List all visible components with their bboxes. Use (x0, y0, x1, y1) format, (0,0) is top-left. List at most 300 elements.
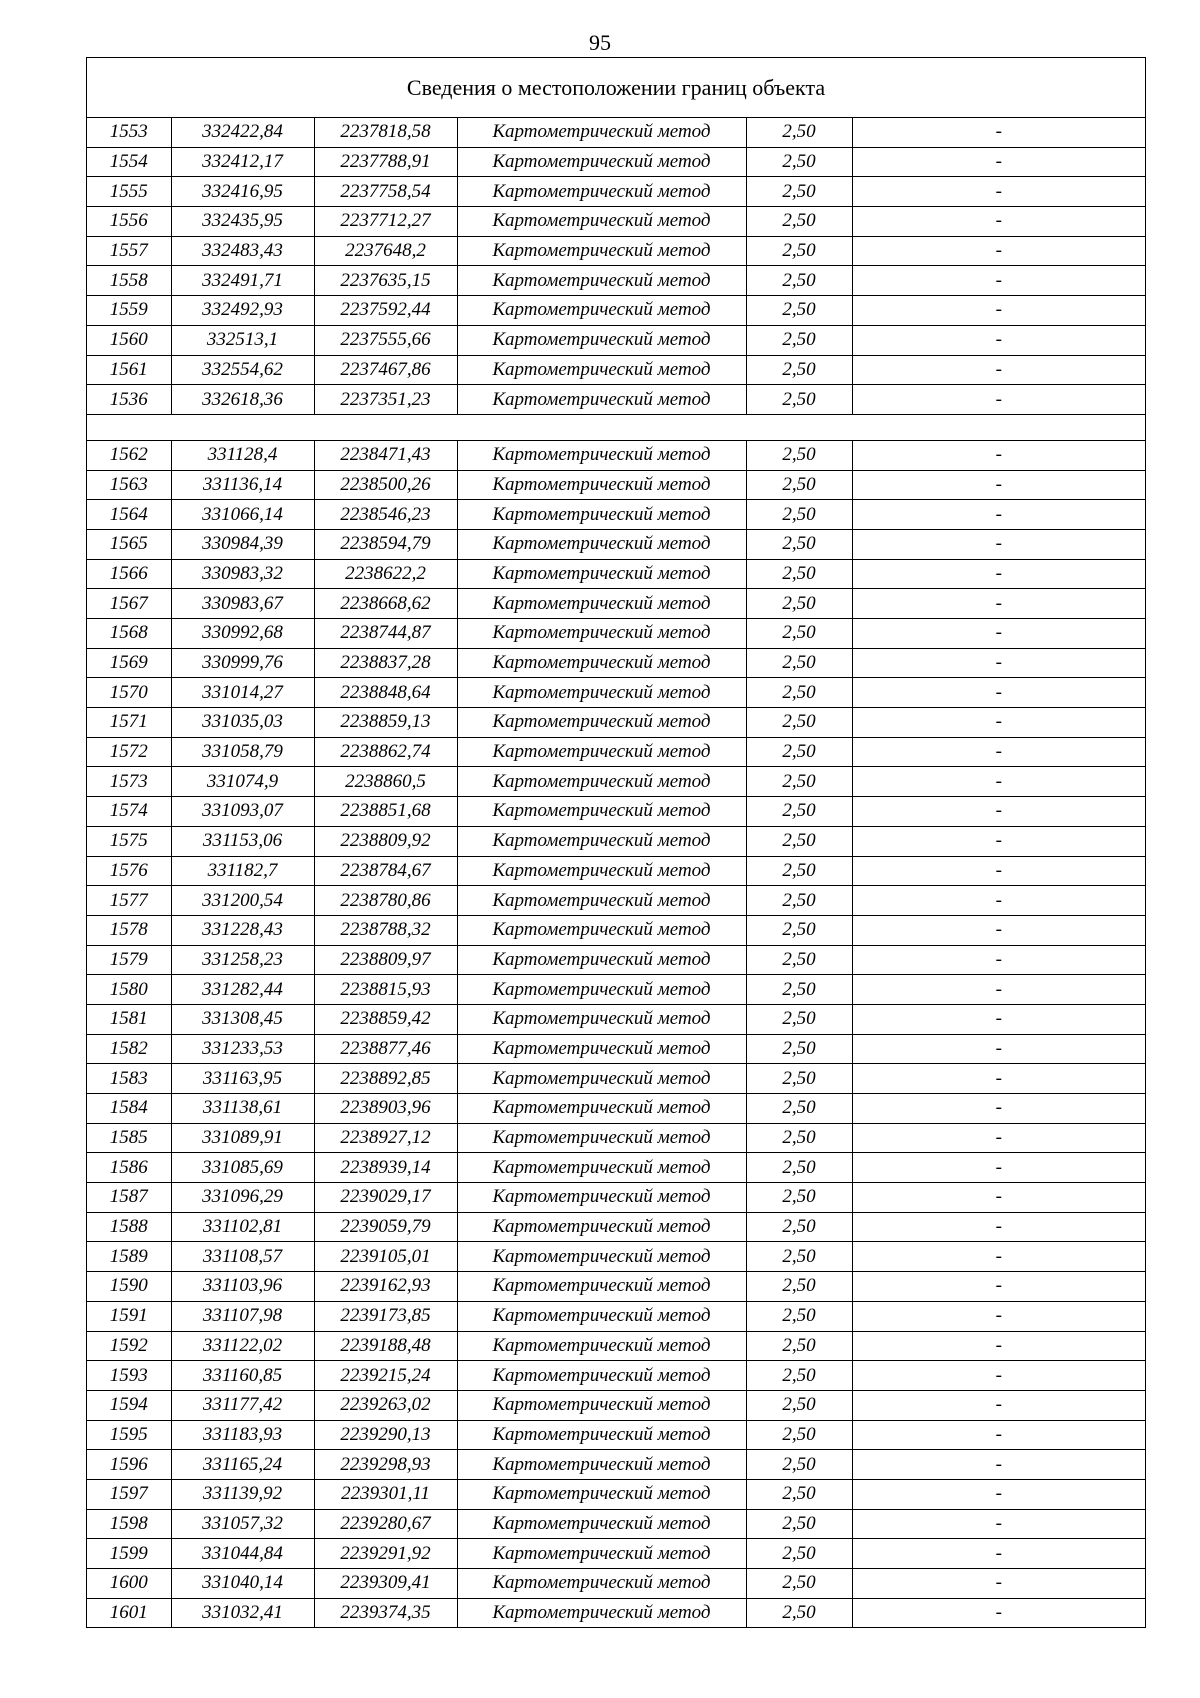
table-row (87, 147, 1145, 177)
precision-cell: 2,50 (746, 767, 852, 797)
x-coordinate-cell: 331282,44 (171, 975, 314, 1005)
table-row (87, 648, 1145, 678)
x-coordinate-cell: 331122,02 (171, 1331, 314, 1361)
table-row (87, 1509, 1145, 1539)
description-cell: - (852, 797, 1145, 827)
precision-cell: 2,50 (746, 1272, 852, 1302)
table-row (87, 915, 1145, 945)
y-coordinate-cell: 2239374,35 (314, 1598, 457, 1627)
method-cell: Картометрический метод (457, 1569, 746, 1599)
table-row (87, 1064, 1145, 1094)
table-row (87, 266, 1145, 296)
precision-cell: 2,50 (746, 1450, 852, 1480)
method-cell: Картометрический метод (457, 1479, 746, 1509)
point-number-cell: 1536 (87, 385, 171, 415)
y-coordinate-cell: 2237555,66 (314, 325, 457, 355)
description-cell: - (852, 1242, 1145, 1272)
description-cell: - (852, 737, 1145, 767)
y-coordinate-cell: 2238744,87 (314, 619, 457, 649)
x-coordinate-cell: 331153,06 (171, 826, 314, 856)
description-cell: - (852, 1034, 1145, 1064)
table-row (87, 177, 1145, 207)
y-coordinate-cell: 2237788,91 (314, 147, 457, 177)
method-cell: Картометрический метод (457, 1034, 746, 1064)
method-cell: Картометрический метод (457, 678, 746, 708)
table-row (87, 886, 1145, 916)
precision-cell: 2,50 (746, 1064, 852, 1094)
x-coordinate-cell: 330999,76 (171, 648, 314, 678)
point-number-cell: 1570 (87, 678, 171, 708)
method-cell: Картометрический метод (457, 147, 746, 177)
y-coordinate-cell: 2239309,41 (314, 1569, 457, 1599)
description-cell: - (852, 1153, 1145, 1183)
precision-cell: 2,50 (746, 1539, 852, 1569)
point-number-cell: 1564 (87, 500, 171, 530)
description-cell: - (852, 118, 1145, 147)
method-cell: Картометрический метод (457, 1420, 746, 1450)
y-coordinate-cell: 2238862,74 (314, 737, 457, 767)
point-number-cell: 1557 (87, 236, 171, 266)
description-cell: - (852, 177, 1145, 207)
point-number-cell: 1597 (87, 1479, 171, 1509)
table-row (87, 797, 1145, 827)
x-coordinate-cell: 331040,14 (171, 1569, 314, 1599)
x-coordinate-cell: 331057,32 (171, 1509, 314, 1539)
y-coordinate-cell: 2239280,67 (314, 1509, 457, 1539)
x-coordinate-cell: 331066,14 (171, 500, 314, 530)
point-number-cell: 1596 (87, 1450, 171, 1480)
table-row (87, 826, 1145, 856)
precision-cell: 2,50 (746, 619, 852, 649)
y-coordinate-cell: 2238837,28 (314, 648, 457, 678)
description-cell: - (852, 325, 1145, 355)
description-cell: - (852, 355, 1145, 385)
point-number-cell: 1576 (87, 856, 171, 886)
method-cell: Картометрический метод (457, 1390, 746, 1420)
x-coordinate-cell: 331058,79 (171, 737, 314, 767)
table-row (87, 1361, 1145, 1391)
y-coordinate-cell: 2238851,68 (314, 797, 457, 827)
point-number-cell: 1590 (87, 1272, 171, 1302)
x-coordinate-cell: 331085,69 (171, 1153, 314, 1183)
precision-cell: 2,50 (746, 915, 852, 945)
precision-cell: 2,50 (746, 1094, 852, 1124)
method-cell: Картометрический метод (457, 325, 746, 355)
method-cell: Картометрический метод (457, 266, 746, 296)
point-number-cell: 1558 (87, 266, 171, 296)
method-cell: Картометрический метод (457, 945, 746, 975)
point-number-cell: 1595 (87, 1420, 171, 1450)
method-cell: Картометрический метод (457, 1539, 746, 1569)
precision-cell: 2,50 (746, 1123, 852, 1153)
y-coordinate-cell: 2239105,01 (314, 1242, 457, 1272)
point-number-cell: 1556 (87, 207, 171, 237)
point-number-cell: 1571 (87, 708, 171, 738)
point-number-cell: 1577 (87, 886, 171, 916)
description-cell: - (852, 236, 1145, 266)
description-cell: - (852, 856, 1145, 886)
method-cell: Картометрический метод (457, 207, 746, 237)
x-coordinate-cell: 331165,24 (171, 1450, 314, 1480)
method-cell: Картометрический метод (457, 975, 746, 1005)
table-row (87, 1212, 1145, 1242)
precision-cell: 2,50 (746, 1390, 852, 1420)
x-coordinate-cell: 330983,67 (171, 589, 314, 619)
method-cell: Картометрический метод (457, 1450, 746, 1480)
x-coordinate-cell: 331308,45 (171, 1004, 314, 1034)
precision-cell: 2,50 (746, 678, 852, 708)
description-cell: - (852, 589, 1145, 619)
table-row (87, 355, 1145, 385)
table-row (87, 325, 1145, 355)
method-cell: Картометрический метод (457, 1094, 746, 1124)
precision-cell: 2,50 (746, 1479, 852, 1509)
description-cell: - (852, 826, 1145, 856)
x-coordinate-cell: 332492,93 (171, 296, 314, 326)
x-coordinate-cell: 331233,53 (171, 1034, 314, 1064)
description-cell: - (852, 296, 1145, 326)
precision-cell: 2,50 (746, 886, 852, 916)
y-coordinate-cell: 2238859,42 (314, 1004, 457, 1034)
x-coordinate-cell: 332513,1 (171, 325, 314, 355)
precision-cell: 2,50 (746, 1034, 852, 1064)
y-coordinate-cell: 2238815,93 (314, 975, 457, 1005)
x-coordinate-cell: 331183,93 (171, 1420, 314, 1450)
method-cell: Картометрический метод (457, 1212, 746, 1242)
description-cell: - (852, 559, 1145, 589)
x-coordinate-cell: 331160,85 (171, 1361, 314, 1391)
method-cell: Картометрический метод (457, 1598, 746, 1627)
description-cell: - (852, 1004, 1145, 1034)
table-row (87, 440, 1145, 470)
description-cell: - (852, 529, 1145, 559)
y-coordinate-cell: 2239188,48 (314, 1331, 457, 1361)
y-coordinate-cell: 2238471,43 (314, 440, 457, 470)
table-row (87, 1539, 1145, 1569)
description-cell: - (852, 1212, 1145, 1242)
x-coordinate-cell: 331136,14 (171, 470, 314, 500)
point-number-cell: 1583 (87, 1064, 171, 1094)
precision-cell: 2,50 (746, 797, 852, 827)
y-coordinate-cell: 2239290,13 (314, 1420, 457, 1450)
table-row (87, 1183, 1145, 1213)
description-cell: - (852, 1301, 1145, 1331)
table-row (87, 1034, 1145, 1064)
precision-cell: 2,50 (746, 559, 852, 589)
x-coordinate-cell: 332435,95 (171, 207, 314, 237)
precision-cell: 2,50 (746, 1153, 852, 1183)
point-number-cell: 1572 (87, 737, 171, 767)
method-cell: Картометрический метод (457, 797, 746, 827)
description-cell: - (852, 1569, 1145, 1599)
table-row (87, 945, 1145, 975)
method-cell: Картометрический метод (457, 589, 746, 619)
description-cell: - (852, 1539, 1145, 1569)
method-cell: Картометрический метод (457, 529, 746, 559)
y-coordinate-cell: 2239215,24 (314, 1361, 457, 1391)
x-coordinate-cell: 331107,98 (171, 1301, 314, 1331)
description-cell: - (852, 1509, 1145, 1539)
y-coordinate-cell: 2238500,26 (314, 470, 457, 500)
point-number-cell: 1559 (87, 296, 171, 326)
y-coordinate-cell: 2239173,85 (314, 1301, 457, 1331)
point-number-cell: 1581 (87, 1004, 171, 1034)
precision-cell: 2,50 (746, 1004, 852, 1034)
description-cell: - (852, 1094, 1145, 1124)
point-number-cell: 1555 (87, 177, 171, 207)
method-cell: Картометрический метод (457, 737, 746, 767)
point-number-cell: 1591 (87, 1301, 171, 1331)
y-coordinate-cell: 2237648,2 (314, 236, 457, 266)
method-cell: Картометрический метод (457, 385, 746, 415)
point-number-cell: 1562 (87, 440, 171, 470)
point-number-cell: 1554 (87, 147, 171, 177)
x-coordinate-cell: 331014,27 (171, 678, 314, 708)
precision-cell: 2,50 (746, 708, 852, 738)
method-cell: Картометрический метод (457, 1331, 746, 1361)
point-number-cell: 1567 (87, 589, 171, 619)
method-cell: Картометрический метод (457, 648, 746, 678)
group-separator-row (87, 414, 1145, 440)
x-coordinate-cell: 332618,36 (171, 385, 314, 415)
x-coordinate-cell: 331200,54 (171, 886, 314, 916)
table-row (87, 118, 1145, 147)
description-cell: - (852, 648, 1145, 678)
description-cell: - (852, 207, 1145, 237)
point-number-cell: 1594 (87, 1390, 171, 1420)
x-coordinate-cell: 332412,17 (171, 147, 314, 177)
y-coordinate-cell: 2238809,97 (314, 945, 457, 975)
table-row (87, 767, 1145, 797)
y-coordinate-cell: 2238848,64 (314, 678, 457, 708)
method-cell: Картометрический метод (457, 177, 746, 207)
x-coordinate-cell: 331093,07 (171, 797, 314, 827)
table-row (87, 975, 1145, 1005)
y-coordinate-cell: 2238788,32 (314, 915, 457, 945)
y-coordinate-cell: 2239162,93 (314, 1272, 457, 1302)
description-cell: - (852, 147, 1145, 177)
point-number-cell: 1574 (87, 797, 171, 827)
y-coordinate-cell: 2238927,12 (314, 1123, 457, 1153)
description-cell: - (852, 1123, 1145, 1153)
table-row (87, 1123, 1145, 1153)
precision-cell: 2,50 (746, 385, 852, 415)
description-cell: - (852, 945, 1145, 975)
y-coordinate-cell: 2238780,86 (314, 886, 457, 916)
x-coordinate-cell: 332491,71 (171, 266, 314, 296)
point-number-cell: 1586 (87, 1153, 171, 1183)
method-cell: Картометрический метод (457, 1509, 746, 1539)
table-row (87, 529, 1145, 559)
y-coordinate-cell: 2238546,23 (314, 500, 457, 530)
x-coordinate-cell: 331128,4 (171, 440, 314, 470)
y-coordinate-cell: 2238784,67 (314, 856, 457, 886)
description-cell: - (852, 500, 1145, 530)
x-coordinate-cell: 332422,84 (171, 118, 314, 147)
y-coordinate-cell: 2239291,92 (314, 1539, 457, 1569)
page-number: 95 (589, 30, 611, 55)
y-coordinate-cell: 2238668,62 (314, 589, 457, 619)
point-number-cell: 1578 (87, 915, 171, 945)
precision-cell: 2,50 (746, 737, 852, 767)
point-number-cell: 1600 (87, 1569, 171, 1599)
table-row (87, 1420, 1145, 1450)
y-coordinate-cell: 2237467,86 (314, 355, 457, 385)
method-cell: Картометрический метод (457, 236, 746, 266)
table-row (87, 1094, 1145, 1124)
precision-cell: 2,50 (746, 826, 852, 856)
description-cell: - (995, 1602, 1002, 1624)
table-row (87, 470, 1145, 500)
method-cell: Картометрический метод (457, 708, 746, 738)
precision-cell: 2,50 (746, 1242, 852, 1272)
precision-cell: 2,50 (746, 118, 852, 147)
y-coordinate-cell: 2237351,23 (314, 385, 457, 415)
precision-cell: 2,50 (746, 266, 852, 296)
point-number-cell: 1563 (87, 470, 171, 500)
description-cell: - (852, 470, 1145, 500)
description-cell: - (852, 1479, 1145, 1509)
point-number-cell: 1579 (87, 945, 171, 975)
precision-cell: 2,50 (746, 975, 852, 1005)
point-number-cell: 1599 (87, 1539, 171, 1569)
precision-cell: 2,50 (746, 1598, 852, 1627)
x-coordinate-cell: 330984,39 (171, 529, 314, 559)
point-number-cell: 1575 (87, 826, 171, 856)
description-cell: - (852, 266, 1145, 296)
description-cell: - (852, 975, 1145, 1005)
point-number-cell: 1584 (87, 1094, 171, 1124)
method-cell: Картометрический метод (457, 296, 746, 326)
precision-cell: 2,50 (746, 1569, 852, 1599)
coordinates-table-body (87, 118, 1145, 1627)
method-cell: Картометрический метод (457, 440, 746, 470)
point-number-cell: 1561 (87, 355, 171, 385)
x-coordinate-cell: 332416,95 (171, 177, 314, 207)
method-cell: Картометрический метод (457, 118, 746, 147)
x-coordinate-cell: 331258,23 (171, 945, 314, 975)
precision-cell: 2,50 (746, 325, 852, 355)
x-coordinate-cell: 331163,95 (171, 1064, 314, 1094)
precision-cell: 2,50 (746, 529, 852, 559)
table-row (87, 1479, 1145, 1509)
x-coordinate-cell: 331089,91 (171, 1123, 314, 1153)
x-coordinate-cell: 331177,42 (171, 1390, 314, 1420)
method-cell: Картометрический метод (457, 1272, 746, 1302)
y-coordinate-cell: 2237712,27 (314, 207, 457, 237)
table-row (87, 708, 1145, 738)
precision-cell: 2,50 (746, 177, 852, 207)
x-coordinate-cell: 331108,57 (171, 1242, 314, 1272)
y-coordinate-cell: 2238594,79 (314, 529, 457, 559)
precision-cell: 2,50 (746, 1331, 852, 1361)
method-cell: Картометрический метод (457, 1123, 746, 1153)
table-row (87, 1331, 1145, 1361)
y-coordinate-cell: 2239263,02 (314, 1390, 457, 1420)
point-number-cell: 1601 (87, 1598, 171, 1627)
y-coordinate-cell: 2239059,79 (314, 1212, 457, 1242)
description-cell: - (852, 708, 1145, 738)
y-coordinate-cell: 2238809,92 (314, 826, 457, 856)
group-separator-cell (87, 414, 1145, 440)
table-row (87, 1301, 1145, 1331)
point-number-cell: 1588 (87, 1212, 171, 1242)
x-coordinate-cell: 331074,9 (171, 767, 314, 797)
x-coordinate-cell: 330992,68 (171, 619, 314, 649)
x-coordinate-cell: 331032,41 (171, 1598, 314, 1627)
point-number-cell: 1565 (87, 529, 171, 559)
y-coordinate-cell: 2238903,96 (314, 1094, 457, 1124)
x-coordinate-cell: 332554,62 (171, 355, 314, 385)
x-coordinate-cell: 331096,29 (171, 1183, 314, 1213)
precision-cell: 2,50 (746, 470, 852, 500)
y-coordinate-cell: 2239298,93 (314, 1450, 457, 1480)
precision-cell: 2,50 (746, 1361, 852, 1391)
y-coordinate-cell: 2239029,17 (314, 1183, 457, 1213)
method-cell: Картометрический метод (457, 355, 746, 385)
point-number-cell: 1587 (87, 1183, 171, 1213)
table-title: Сведения о местоположении границ объекта (87, 58, 1145, 118)
x-coordinate-cell: 330983,32 (171, 559, 314, 589)
method-cell: Картометрический метод (457, 1004, 746, 1034)
x-coordinate-cell: 331103,96 (171, 1272, 314, 1302)
table-row (87, 1242, 1145, 1272)
point-number-cell: 1553 (87, 118, 171, 147)
point-number-cell: 1560 (87, 325, 171, 355)
description-cell: - (852, 915, 1145, 945)
y-coordinate-cell: 2238892,85 (314, 1064, 457, 1094)
description-cell: - (852, 1390, 1145, 1420)
description-cell: - (852, 619, 1145, 649)
precision-cell: 2,50 (746, 1212, 852, 1242)
precision-cell: 2,50 (746, 1301, 852, 1331)
method-cell: Картометрический метод (457, 886, 746, 916)
table-row (87, 296, 1145, 326)
coordinates-table (87, 118, 1145, 1627)
table-row (87, 1450, 1145, 1480)
method-cell: Картометрический метод (457, 826, 746, 856)
y-coordinate-cell: 2237635,15 (314, 266, 457, 296)
table-row (87, 1598, 1145, 1627)
table-row (87, 207, 1145, 237)
x-coordinate-cell: 331182,7 (171, 856, 314, 886)
method-cell: Картометрический метод (457, 1183, 746, 1213)
table-row (87, 1569, 1145, 1599)
description-cell: - (852, 1450, 1145, 1480)
method-cell: Картометрический метод (457, 1153, 746, 1183)
table-row (87, 589, 1145, 619)
point-number-cell: 1585 (87, 1123, 171, 1153)
method-cell: Картометрический метод (457, 559, 746, 589)
description-cell: - (852, 886, 1145, 916)
precision-cell: 2,50 (746, 856, 852, 886)
precision-cell: 2,50 (746, 500, 852, 530)
x-coordinate-cell: 331102,81 (171, 1212, 314, 1242)
table-row (87, 856, 1145, 886)
method-cell: Картометрический метод (457, 767, 746, 797)
x-coordinate-cell: 331138,61 (171, 1094, 314, 1124)
point-number-cell: 1569 (87, 648, 171, 678)
y-coordinate-cell: 2237592,44 (314, 296, 457, 326)
description-cell: - (852, 1420, 1145, 1450)
description-cell: - (852, 1272, 1145, 1302)
point-number-cell: 1582 (87, 1034, 171, 1064)
table-row (87, 1272, 1145, 1302)
table-row (87, 559, 1145, 589)
point-number-cell: 1580 (87, 975, 171, 1005)
table-row (87, 385, 1145, 415)
method-cell: Картометрический метод (457, 915, 746, 945)
